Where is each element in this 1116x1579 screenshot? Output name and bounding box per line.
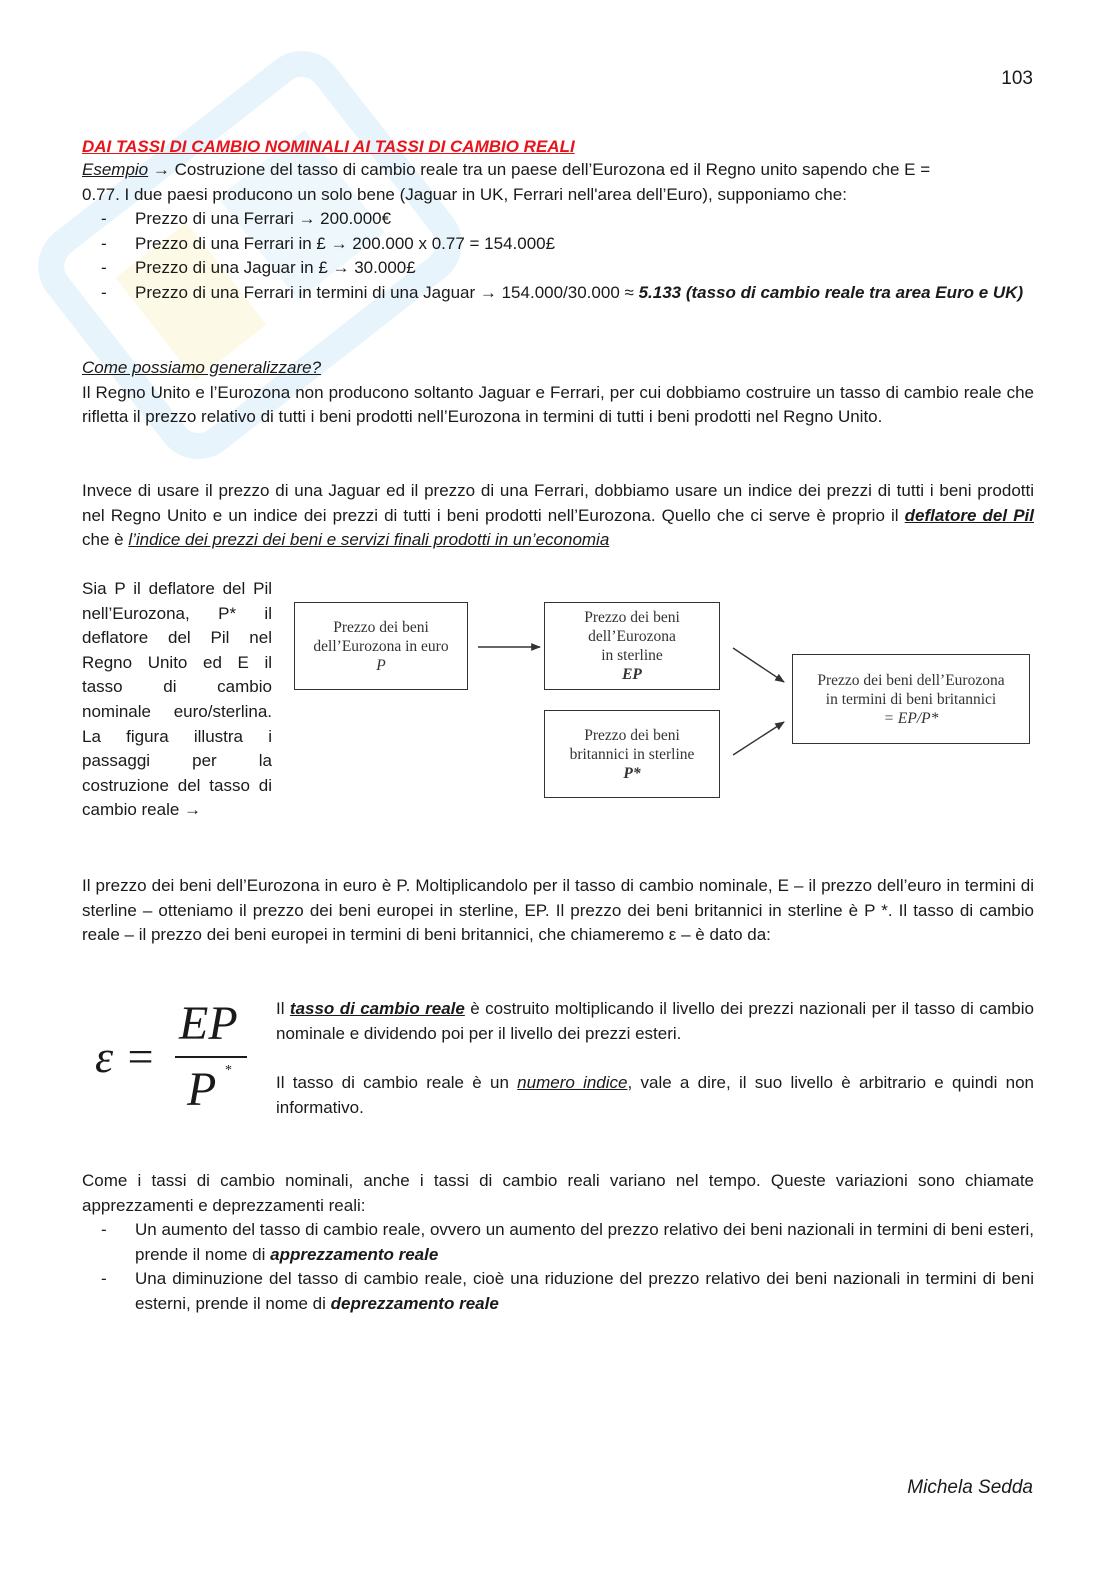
- example-list: [82, 207, 1034, 305]
- list-item: [82, 1218, 1034, 1267]
- deflator-paragraph: [82, 479, 1034, 553]
- box-line: britannici in sterline: [569, 745, 695, 763]
- box-symbol: = EP/P*: [883, 709, 939, 727]
- text: , vale a dire, il suo livello è arbitrario e quindi non informativo.: [276, 1073, 1035, 1117]
- example-intro: [82, 158, 1034, 183]
- example-line1: → Costruzione del tasso di cambio reale tra un paese dell’Eurozona ed il Regno unito sapendo che E =: [148, 160, 931, 179]
- list-item: - Prezzo di una Ferrari in £ → 200.000 x 0.77 = 154.000£: [82, 232, 1034, 257]
- explanation-paragraph: Il prezzo dei beni dell’Eurozona in euro è P. Moltiplicandolo per il tasso di cambio nominale, E – il prezzo dell’euro in termini di sterline – otteniamo il prezzo dei beni europei in sterline, EP. Il prezzo dei beni britannici in sterline è P *. Il tasso di cambio reale – il prezzo dei beni europei in termini di beni britannici, che chiameremo ε – è dato da:: [82, 876, 1034, 945]
- box-line: Prezzo dei beni: [584, 726, 680, 744]
- box-symbol: P*: [623, 764, 641, 782]
- text: è costruito moltiplicando il livello dei prezzi nazionali per il tasso di cambio nominale e dividendo poi per il livello dei prezzi esteri.: [276, 999, 1034, 1043]
- list-item-text: Prezzo di una Ferrari in termini di una Jaguar → 154.000/30.000 ≈: [135, 282, 639, 302]
- variations-list: [82, 1218, 1034, 1316]
- text: Il: [276, 999, 290, 1018]
- formula-superscript: *: [225, 1063, 232, 1078]
- list-item: [82, 281, 1034, 306]
- box-line: in termini di beni britannici: [825, 690, 997, 708]
- real-exchange-rate-formula: [95, 998, 255, 1118]
- box-symbol: EP: [622, 666, 642, 683]
- variations-block: [82, 1169, 1034, 1317]
- formula-numerator: EP: [179, 997, 238, 1050]
- list-item-emphasis: deprezzamento reale: [330, 1293, 499, 1313]
- box-line: dell’Eurozona in euro: [313, 637, 449, 655]
- deflator-connector: che è: [82, 530, 129, 550]
- list-item-text: Una diminuzione del tasso di cambio reale, cioè una riduzione del prezzo relativo dei beni nazionali in termini di beni esterni, prende il nome di: [135, 1269, 1034, 1313]
- deflator-text: Invece di usare il prezzo di una Jaguar ed il prezzo di una Ferrari, dobbiamo usare un indice dei prezzi di tutti i beni prodotti nel Regno Unito e un indice dei prezzi di tutti i beni prodotti nell’Eurozona. Quello che ci serve è proprio il: [82, 481, 1034, 525]
- list-item: - Prezzo di una Ferrari → 200.000€: [82, 207, 1034, 232]
- page-number: 103: [1001, 68, 1033, 89]
- box-line: dell’Eurozona: [588, 628, 676, 645]
- list-item-emphasis: 5.133 (tasso di cambio reale tra area Euro e UK): [638, 282, 1024, 302]
- diagram-arrows: [290, 590, 1040, 810]
- deflator-definition: l’indice dei prezzi dei beni e servizi finali prodotti in un’economia: [128, 530, 610, 550]
- author-signature: Michela Sedda: [907, 1477, 1033, 1498]
- variations-intro: Come i tassi di cambio nominali, anche i tassi di cambio reali variano nel tempo. Queste variazioni sono chiamate apprezzamenti e deprezzamenti reali:: [82, 1171, 1034, 1215]
- figure-caption: Sia P il deflatore del Pil nell’Eurozona, P* il deflatore del Pil nel Regno Unito ed E il tasso di cambio nominale euro/sterlina. La figura illustra i passaggi per la costruzione del tasso di cambio reale →: [82, 579, 272, 820]
- fraction-bar: [175, 1056, 247, 1058]
- formula-denominator: P: [187, 1063, 217, 1116]
- list-item-emphasis: apprezzamento reale: [270, 1244, 439, 1264]
- example-block: [82, 158, 1034, 306]
- box-symbol: P: [376, 656, 386, 674]
- generalize-block: [82, 356, 1034, 430]
- list-item: [82, 1267, 1034, 1316]
- real-rate-term: tasso di cambio reale: [289, 999, 465, 1018]
- arrow-icon: [733, 722, 784, 755]
- box-line: Prezzo dei beni: [333, 618, 429, 636]
- real-rate-definition: [276, 997, 1034, 1046]
- generalize-heading: Come possiamo generalizzare?: [82, 358, 322, 377]
- index-number-note: [276, 1071, 1034, 1120]
- example-label: Esempio: [82, 160, 149, 179]
- box-line: Prezzo dei beni: [584, 609, 680, 626]
- index-term: numero indice: [517, 1073, 628, 1092]
- formula-lhs: ε =: [95, 1031, 156, 1082]
- list-item: - Prezzo di una Jaguar in £ → 30.000£: [82, 256, 1034, 281]
- box-line: in sterline: [601, 647, 663, 664]
- arrow-icon: [733, 648, 784, 682]
- list-item-text: Un aumento del tasso di cambio reale, ovvero un aumento del prezzo relativo dei beni nazionali in termini di beni esteri, prende il nome di: [135, 1220, 1034, 1264]
- example-line2: 0.77. I due paesi producono un solo bene (Jaguar in UK, Ferrari nell'area dell’Euro), supponiamo che:: [82, 184, 847, 204]
- box-line: Prezzo dei beni dell’Eurozona: [817, 671, 1005, 689]
- section-title: DAI TASSI DI CAMBIO NOMINALI AI TASSI DI CAMBIO REALI: [82, 137, 575, 156]
- deflator-term: deflatore del Pil: [904, 505, 1034, 525]
- text: Il tasso di cambio reale è un: [276, 1073, 518, 1092]
- exchange-rate-diagram: [290, 590, 1040, 810]
- generalize-paragraph: Il Regno Unito e l’Eurozona non producono soltanto Jaguar e Ferrari, per cui dobbiamo costruire un tasso di cambio reale che rifletta il prezzo relativo di tutti i beni prodotti nell’Eurozona in termini di tutti i beni prodotti nel Regno Unito.: [82, 382, 1034, 427]
